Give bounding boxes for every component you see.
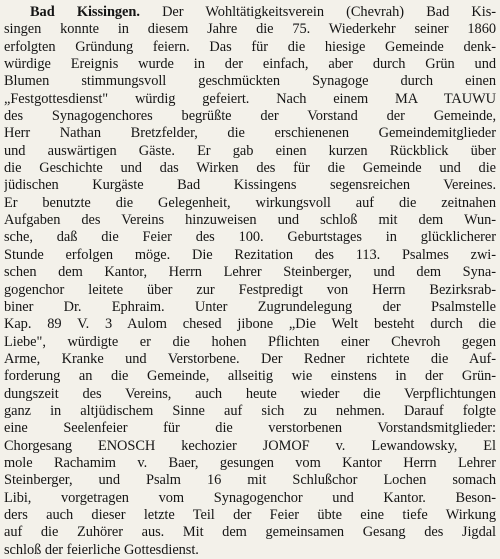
article-line: Blumen stimmungsvoll geschmückten Synagoge durch einen [4,73,496,90]
article-headline: Bad Kissingen. [30,4,140,20]
article-line: eine Seelenfeier für die verstorbenen Vorstandsmitglieder: [4,420,496,437]
article-line: erfolgten Gründung feiern. Das für die hiesige Gemeinde denk- [4,38,496,55]
article-line: auf die Zuhörer aus. Mit dem gemeinsamen Gesang des Jigdal [4,524,496,541]
article-line: und auswärtigen Gäste. Er gab einen kurzen Rückblick über [4,142,496,159]
article-paragraph [4,4,496,559]
article-line: biner Dr. Ephraim. Unter Zugrundelegung der Psalmstelle [4,298,496,315]
article-line: jüdischen Kurgäste Bad Kissingens segensreichen Vereines. [4,177,496,194]
article-line: die Geschichte und das Wirken des für die Gemeinde und die [4,160,496,177]
article-line: ders auch dieser letzte Teil der Feier übte eine tiefe Wirkung [4,506,496,523]
article-line: Chorgesang ENOSCH kechozier JOMOF v. Lewandowsky, El [4,437,496,454]
article-line: Liebe", würdigte er die hohen Pflichten einer Chevroh gegen [4,333,496,350]
article-line: Kap. 89 V. 3 Aulom chesed jibone „Die Welt besteht durch die [4,316,496,333]
article-line [4,4,496,21]
article-line: Steinberger, und Psalm 16 mit Schlußchor Lochen somach [4,472,496,489]
article-line: würdige Ereignis wurde in der einfach, aber durch Grün und [4,56,496,73]
article-line: des Synagogenchores begrüßte der Vorstand der Gemeinde, [4,108,496,125]
article-line: forderung an die Gemeinde, allseitig wie einstens in der Grün- [4,368,496,385]
article-line: Libi, vorgetragen vom Synagogenchor und Kantor. Beson- [4,489,496,506]
article-line: ganz in altjüdischem Sinne auf sich zu nehmen. Darauf folgte [4,402,496,419]
article-line: gogenchor leitete über zur Festpredigt von Herrn Bezirksrab- [4,281,496,298]
article-line: Er benutzte die Gelegenheit, wirkungsvoll auf die zeitnahen [4,194,496,211]
article-line: Arme, Kranke und Verstorbene. Der Redner richtete die Auf- [4,350,496,367]
article-line: „Festgottesdienst" würdig gefeiert. Nach einem MA TAUWU [4,90,496,107]
article-line: mole Rachamim v. Baer, gesungen vom Kantor Herrn Lehrer [4,454,496,471]
article-line: Aufgaben des Vereins hinzuweisen und schloß mit dem Wun- [4,212,496,229]
article-line: Stunde erfolgen möge. Die Rezitation des 113. Psalmes zwi- [4,246,496,263]
article-line: schloß der feierliche Gottesdienst. [4,541,199,558]
article-line: schen dem Kantor, Herrn Lehrer Steinberger, und dem Syna- [4,264,496,281]
article-line: dungszeit des Vereins, auch heute wieder die Verpflichtungen [4,385,496,402]
article-line: singen konnte in diesem Jahre die 75. Wiederkehr seiner 1860 [4,21,496,38]
article-line: Herr Nathan Bretzfelder, die erschienenen Gemeindemitglieder [4,125,496,142]
article-line: sche, daß die Feier des 100. Geburtstages in glücklicherer [4,229,496,246]
article-line-text: Der Wohltätigkeitsverein (Chevrah) Bad Kis- [162,4,496,20]
